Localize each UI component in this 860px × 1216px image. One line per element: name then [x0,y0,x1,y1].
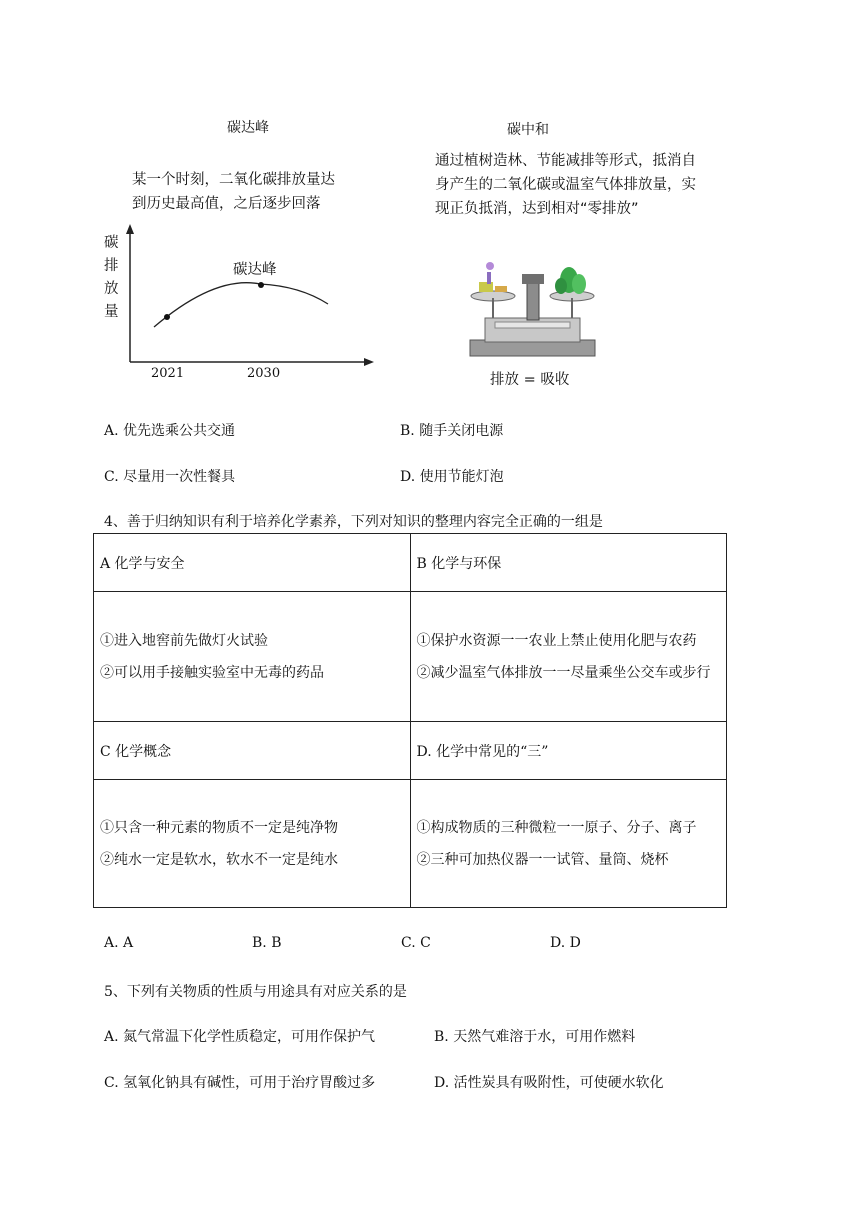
y-axis-char: 放 [104,281,119,297]
y-axis-char: 碳 [104,235,119,251]
left-figure-title: 碳达峰 [227,120,269,136]
q3-option-d: D. 使用节能灯泡 [400,469,504,485]
right-figure-title: 碳中和 [507,122,549,138]
right-desc-line-1: 通过植树造林、节能减排等形式，抵消自 [435,153,696,169]
q4-option-c: C. C [401,935,431,951]
emission-curve [154,283,328,327]
q5-option-a: A. 氮气常温下化学性质稳定，可用作保护气 [104,1029,376,1045]
q5-stem: 5、下列有关物质的性质与用途具有对应关系的是 [104,984,407,1000]
y-axis-arrow [126,224,134,234]
x-tick-2030: 2030 [247,366,281,381]
a-item-1: ①进入地窖前先做灯火试验 [100,632,268,649]
a-item-2: ②可以用手接触实验室中无毒的药品 [100,664,324,681]
cell-c-body [94,780,411,908]
q3-option-b: B. 随手关闭电源 [400,423,504,439]
cell-a-body [94,592,411,722]
cell-a-header: A 化学与安全 [94,534,411,592]
b-item-1: ①保护水资源一一农业上禁止使用化肥与农药 [416,632,697,649]
point-peak [258,282,264,288]
x-axis-arrow [364,358,374,366]
left-desc-line-2: 到历史最高值，之后逐步回落 [132,196,321,212]
q4-stem: 4、善于归纳知识有利于培养化学素养，下列对知识的整理内容完全正确的一组是 [104,514,603,530]
peak-label: 碳达峰 [233,262,277,278]
cell-d-header: D. 化学中常见的“三” [410,722,727,780]
q5-option-c: C. 氢氧化钠具有碱性，可用于治疗胃酸过多 [104,1075,376,1091]
cell-b-header: B 化学与环保 [410,534,727,592]
q5-option-b: B. 天然气难溶于水，可用作燃料 [434,1029,636,1045]
c-item-2: ②纯水一定是软水，软水不一定是纯水 [100,851,338,868]
balance-caption: 排放 = 吸收 [490,372,570,388]
q4-option-b: B. B [252,935,282,951]
left-desc-line-1: 某一个时刻，二氧化碳排放量达 [132,172,335,188]
q4-option-d: D. D [550,935,581,951]
y-axis-char: 排 [104,258,119,274]
q4-table [93,533,727,908]
right-desc-line-2: 身产生的二氧化碳或温室气体排放量，实 [435,177,696,193]
right-desc-line-3: 现正负抵消，达到相对“零排放” [435,201,639,217]
point-2021 [164,314,170,320]
q3-option-c: C. 尽量用一次性餐具 [104,469,236,485]
b-item-2: ②减少温室气体排放一一尽量乘坐公交车或步行 [416,664,711,681]
y-axis-char: 量 [104,304,119,320]
x-tick-2021: 2021 [151,366,185,381]
balance-scale-image [465,258,600,360]
q5-option-d: D. 活性炭具有吸附性，可使硬水软化 [434,1075,664,1091]
q4-option-a: A. A [104,935,134,951]
cell-d-body [410,780,727,908]
q3-option-a: A. 优先选乘公共交通 [104,423,236,439]
d-item-1: ①构成物质的三种微粒一一原子、分子、离子 [416,819,697,836]
cell-c-header: C 化学概念 [94,722,411,780]
c-item-1: ①只含一种元素的物质不一定是纯净物 [100,819,338,836]
d-item-2: ②三种可加热仪器一一试管、量筒、烧杯 [416,851,669,868]
cell-b-body [410,592,727,722]
emission-curve-chart [120,220,380,370]
